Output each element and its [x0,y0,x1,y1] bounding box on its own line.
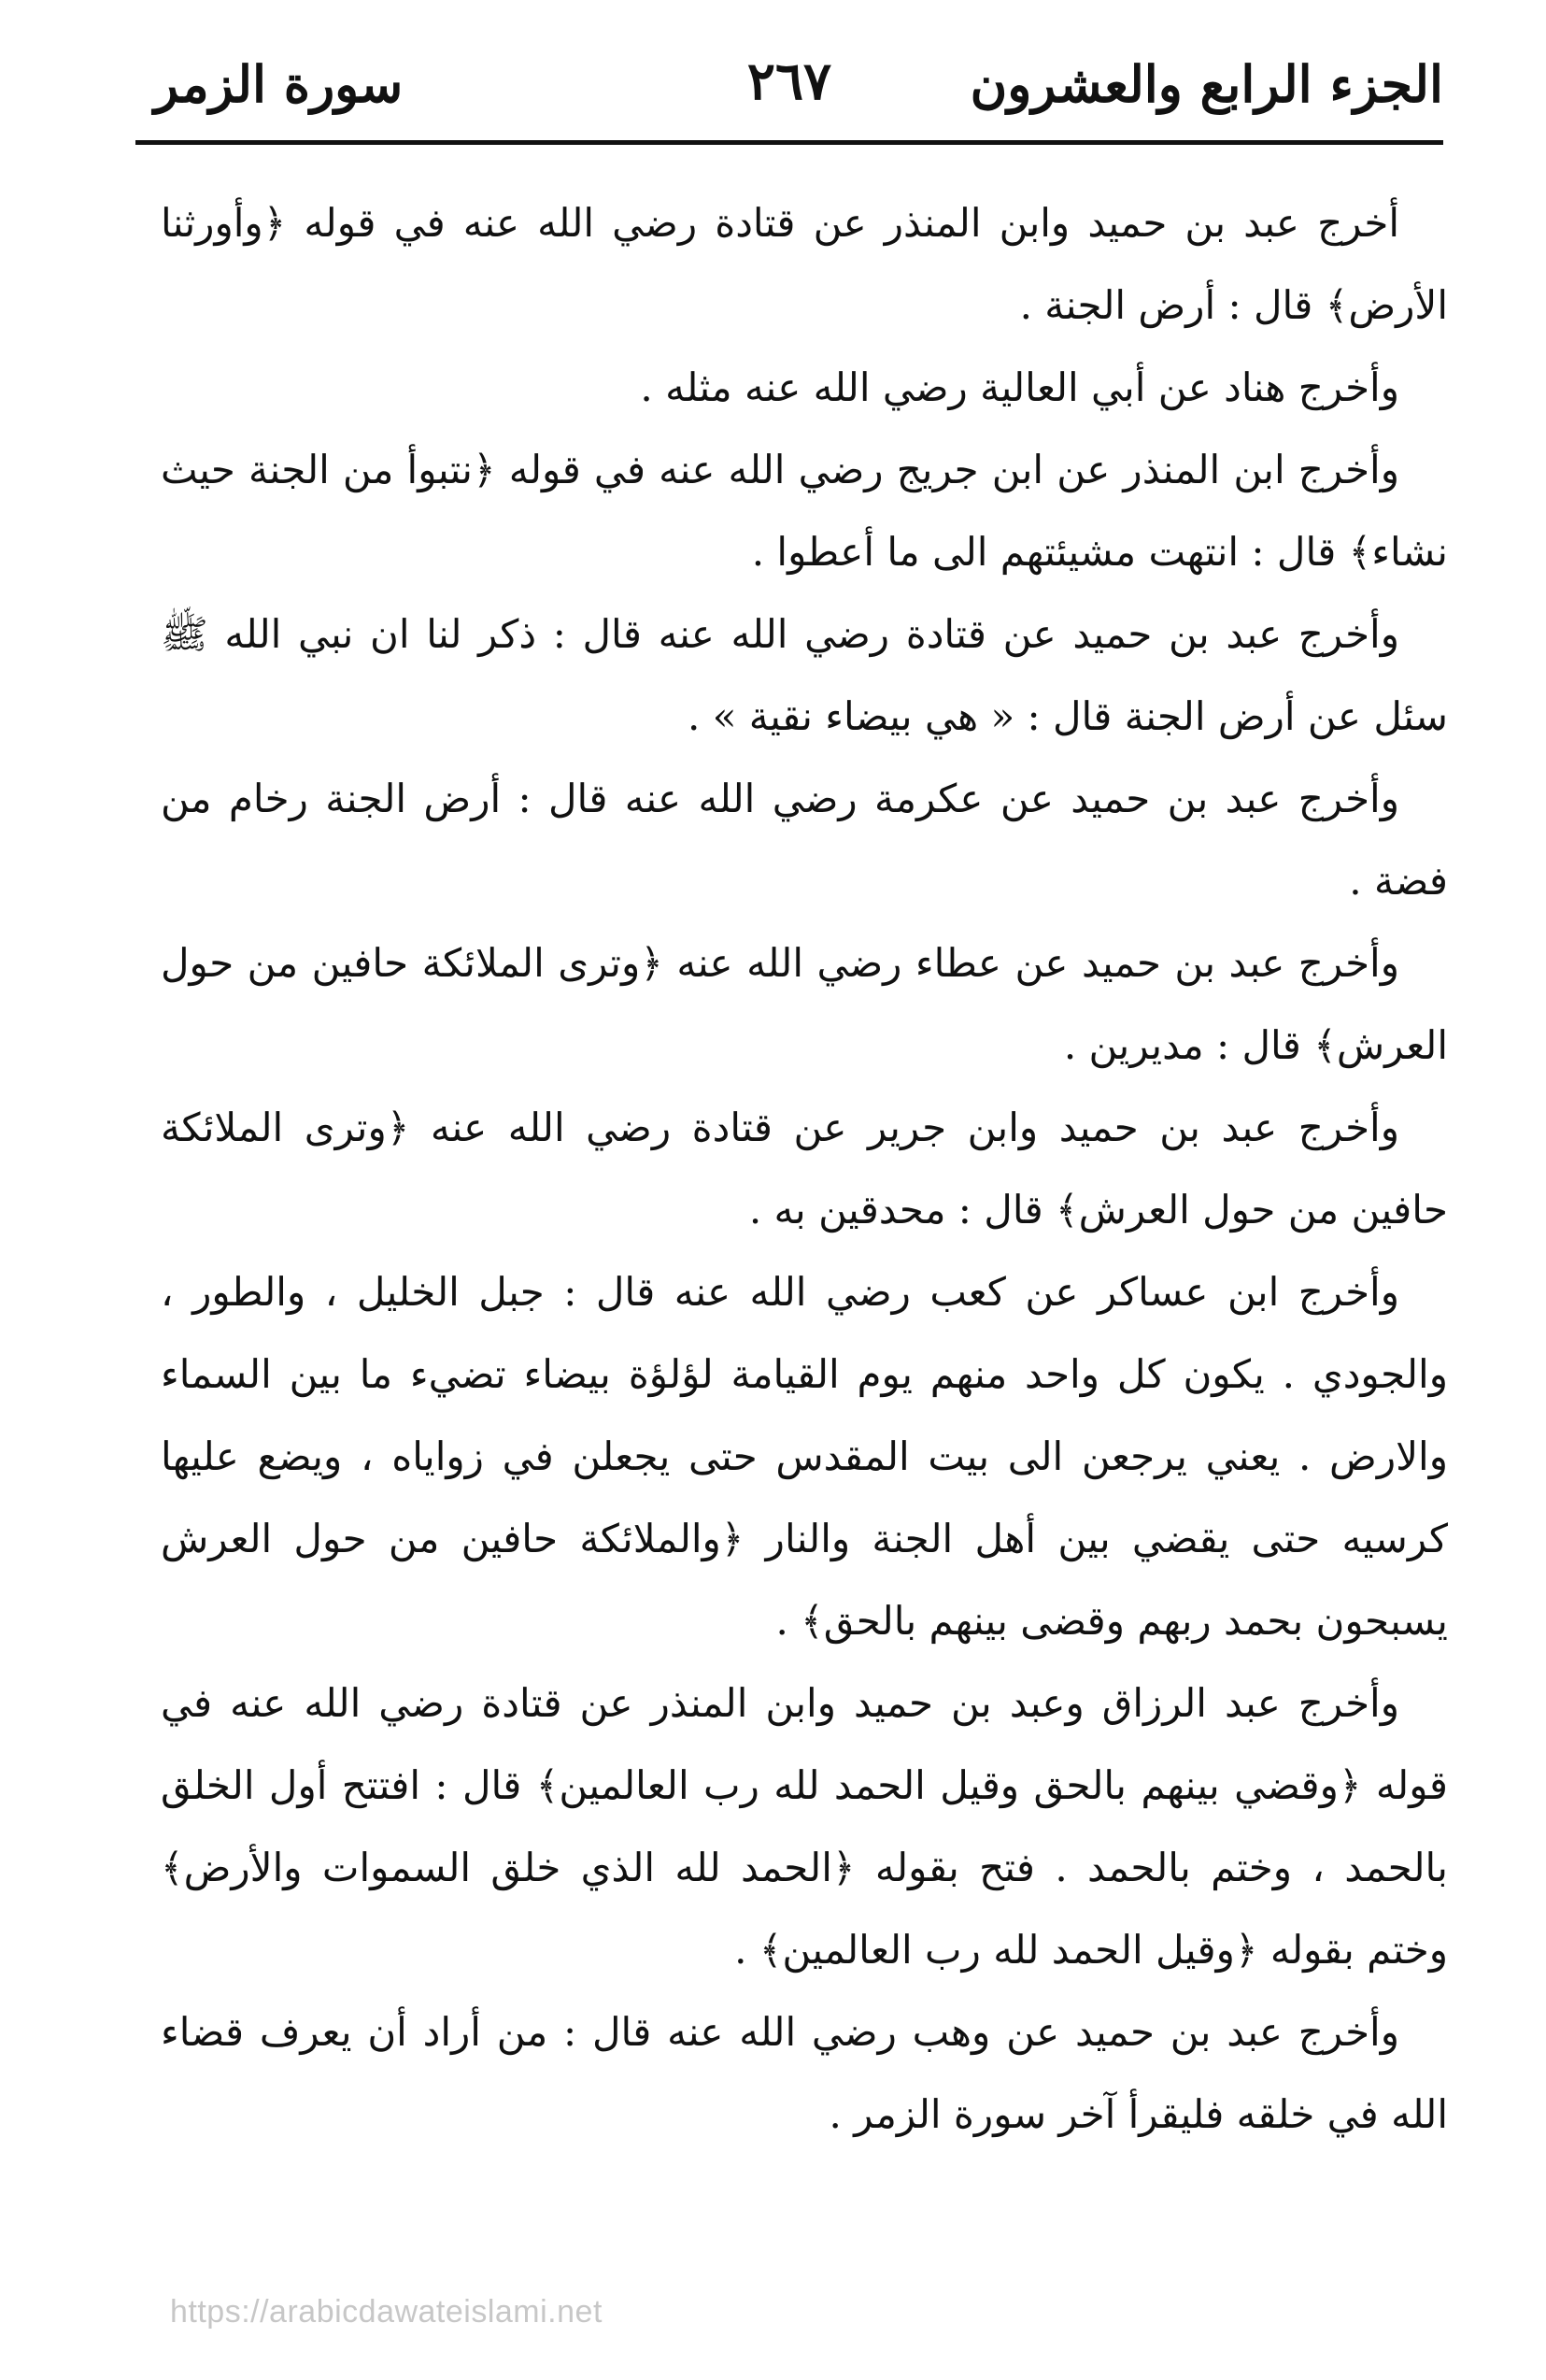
page-number: ٢٦٧ [746,50,832,112]
running-head-surah: سورة الزمر [154,54,404,114]
paragraph: أخرج عبد بن حميد وابن المنذر عن قتادة رضي الله عنه في قوله ﴿وأورثنا الأرض﴾ قال : أرض الجنة . [161,200,1448,328]
paragraph: وأخرج ابن المنذر عن ابن جريج رضي الله عنه في قوله ﴿نتبوأ من الجنة حيث نشاء﴾ قال : انتهت مشيئتهم الى ما أعطوا . [161,447,1448,575]
page-body [161,182,1448,2156]
header-divider [135,140,1443,145]
watermark-url: https://arabicdawateislami.net [170,2294,603,2330]
paragraph: وأخرج عبد بن حميد وابن جرير عن قتادة رضي الله عنه ﴿وترى الملائكة حافين من حول العرش﴾ قال : محدقين به . [161,1104,1448,1233]
paragraph: وأخرج ابن عساكر عن كعب رضي الله عنه قال : جبل الخليل ، والطور ، والجودي . يكون كل واحد منهم يوم القيامة لؤلؤة بيضاء تضيء ما بين السماء والارض . يعني يرجعن الى بيت المقدس حتى يجعلن في زواياه ، ويضع عليها كرسيه حتى يقضي بين أهل الجنة والنار ﴿والملائكة حافين من حول العرش يسبحون بحمد ربهم وقضى بينهم بالحق﴾ . [161,1269,1448,1644]
paragraph: وأخرج عبد بن حميد عن عكرمة رضي الله عنه قال : أرض الجنة رخام من فضة . [161,776,1448,904]
page-header [135,37,1443,140]
paragraph: وأخرج عبد بن حميد عن عطاء رضي الله عنه ﴿وترى الملائكة حافين من حول العرش﴾ قال : مديرين . [161,940,1448,1068]
paragraph: وأخرج عبد الرزاق وعبد بن حميد وابن المنذر عن قتادة رضي الله عنه في قوله ﴿وقضي بينهم بالحق وقيل الحمد لله رب العالمين﴾ قال : افتتح أول الخلق بالحمد ، وختم بالحمد . فتح بقوله ﴿الحمد لله الذي خلق السموات والأرض﴾ وختم بقوله ﴿وقيل الحمد لله رب العالمين﴾ . [161,1680,1448,1973]
paragraph: وأخرج عبد بن حميد عن قتادة رضي الله عنه قال : ذكر لنا ان نبي الله ﷺ سئل عن أرض الجنة قال : « هي بيضاء نقية » . [161,611,1448,739]
running-head-part: الجزء الرابع والعشرون [970,54,1443,114]
paragraph: وأخرج هناد عن أبي العالية رضي الله عنه مثله . [640,364,1399,410]
paragraph: وأخرج عبد بن حميد عن وهب رضي الله عنه قال : من أراد أن يعرف قضاء الله في خلقه فليقرأ آخر سورة الزمر . [161,2009,1448,2137]
